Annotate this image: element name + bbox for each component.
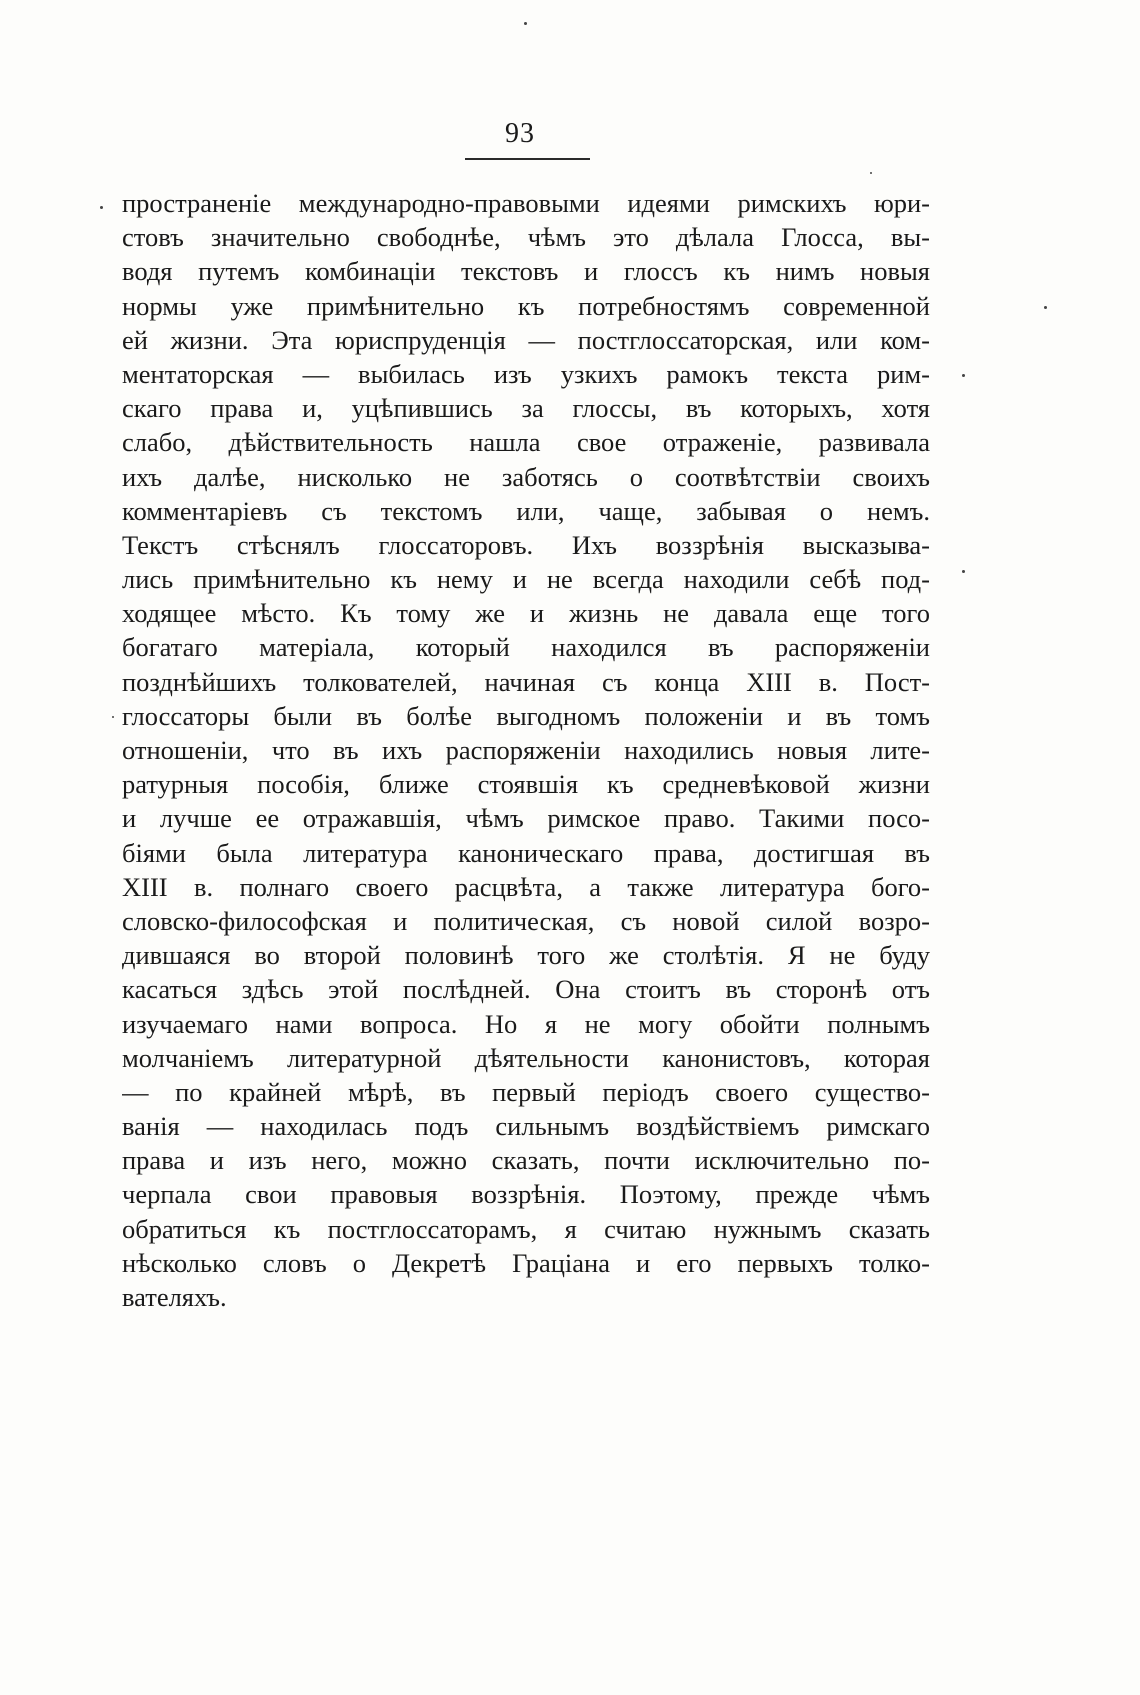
text-line: молчаніемъ литературной дѣятельности канонистовъ, которая (122, 1042, 930, 1073)
text-line: глоссаторы были въ болѣе выгодномъ положеніи и въ томъ (122, 700, 930, 731)
scan-speck (870, 172, 872, 174)
text-line: изучаемаго нами вопроса. Но я не могу обойти полнымъ (122, 1008, 930, 1039)
text-line: водя путемъ комбинаціи текстовъ и глоссъ къ нимъ новыя (122, 256, 930, 287)
text-line: права и изъ него, можно сказать, почти исключительно по- (122, 1145, 930, 1176)
text-line: — по крайней мѣрѣ, въ первый періодъ своего существо- (122, 1076, 930, 1107)
text-line: слабо, дѣйствительность нашла свое отраженіе, развивала (122, 427, 930, 458)
text-line: обратиться къ постглоссаторамъ, я считаю нужнымъ сказать (122, 1213, 930, 1244)
text-line: черпала свои правовыя воззрѣнія. Поэтому, прежде чѣмъ (122, 1179, 930, 1210)
scan-speck (112, 716, 114, 718)
text-line: вателяхъ. (122, 1282, 227, 1312)
text-line: ратурныя пособія, ближе стоявшія къ средневѣковой жизни (122, 769, 930, 800)
text-line: позднѣйшихъ толкователей, начиная съ конца XIII в. Пост- (122, 666, 930, 697)
text-line: Текстъ стѣснялъ глоссаторовъ. Ихъ воззрѣнія высказыва- (122, 529, 930, 560)
text-line: лись примѣнительно къ нему и не всегда находили себѣ под- (122, 564, 930, 595)
text-line: ихъ далѣе, нисколько не заботясь о соотвѣтствіи своихъ (122, 461, 930, 492)
scan-speck (962, 570, 965, 573)
text-line: нормы уже примѣнительно къ потребностямъ современной (122, 290, 930, 321)
scan-speck (1044, 306, 1047, 309)
text-line: дившаяся во второй половинѣ того же столѣтія. Я не буду (122, 940, 930, 971)
text-line: словско-философская и политическая, съ новой силой возро- (122, 905, 930, 936)
text-line: ванія — находилась подъ сильнымъ воздѣйствіемъ римскаго (122, 1111, 930, 1142)
text-line: комментаріевъ съ текстомъ или, чаще, забывая о немъ. (122, 495, 930, 526)
text-line: богатаго матеріала, который находился въ распоряженіи (122, 632, 930, 663)
text-line: отношеніи, что въ ихъ распоряженіи находились новыя лите- (122, 735, 930, 765)
text-line: ей жизни. Эта юриспруденція — постглоссаторская, или ком- (122, 324, 930, 355)
text-line: скаго права и, уцѣпившись за глоссы, въ которыхъ, хотя (122, 393, 930, 424)
text-line: и лучше ее отражавшія, чѣмъ римское право. Такими посо- (122, 803, 930, 834)
page-number: 93 (505, 118, 535, 149)
text-line: XIII в. полнаго своего расцвѣта, а также литература бого- (122, 871, 930, 902)
text-line: нѣсколько словъ о Декретѣ Граціана и его первыхъ толко- (122, 1247, 930, 1278)
page-number-rule (465, 158, 590, 160)
text-line: стовъ значительно свободнѣе, чѣмъ это дѣлала Глосса, вы- (122, 222, 930, 253)
text-line: касаться здѣсь этой послѣдней. Она стоитъ въ сторонѣ отъ (122, 974, 930, 1005)
text-line: ментаторская — выбилась изъ узкихъ рамокъ текста рим- (122, 358, 930, 389)
scan-speck (100, 206, 103, 209)
text-line: пространеніе международно-правовыми идеями римскихъ юри- (122, 188, 930, 218)
body-text (122, 186, 930, 1314)
text-line: ходящее мѣсто. Къ тому же и жизнь не давала еще того (122, 598, 930, 629)
scan-speck (962, 374, 965, 377)
scan-speck (524, 22, 527, 25)
text-line: біями была литература каноническаго права, достигшая въ (122, 837, 930, 868)
